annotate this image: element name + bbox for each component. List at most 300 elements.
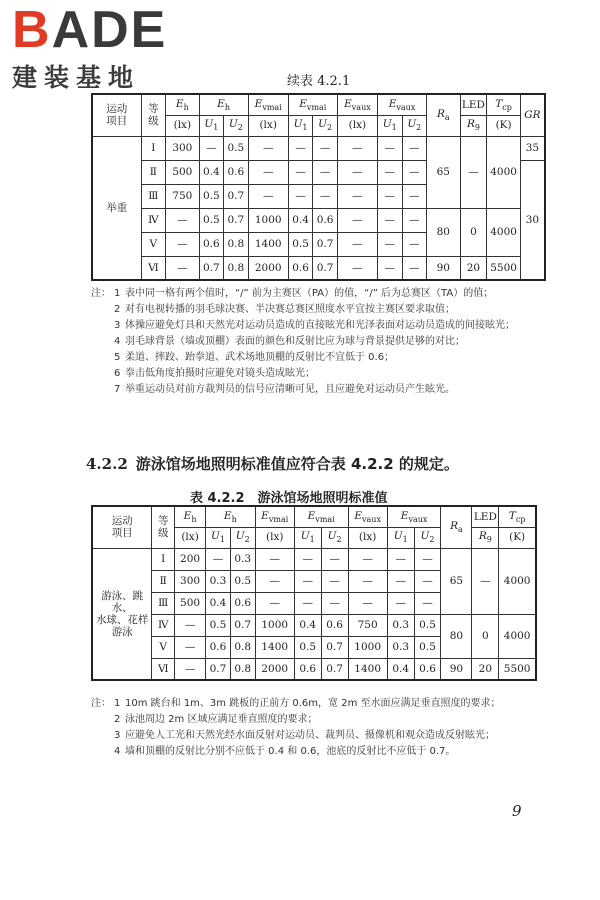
header-symbol: U	[420, 530, 430, 543]
cell-value: —	[384, 237, 396, 250]
cell-value: 0.6	[316, 213, 334, 226]
header-subscript: vmai	[268, 514, 289, 524]
header-symbol: E	[254, 97, 263, 110]
cell-evu2	[321, 548, 348, 570]
cell-eau1	[387, 592, 414, 614]
header-ra	[441, 506, 472, 548]
header-subscript: 2	[244, 535, 250, 545]
sport-line: 游泳、跳水、	[101, 589, 144, 614]
note-number: 4	[114, 746, 121, 757]
header-evmai-unit	[255, 527, 294, 548]
cell-value: 0.7	[227, 213, 245, 226]
cell-value: —	[262, 189, 274, 202]
table-row	[92, 208, 545, 232]
cell-eh	[175, 570, 206, 592]
cell-ea	[337, 136, 377, 160]
cell-value: Ⅳ	[148, 213, 159, 226]
cell-value: 90	[436, 261, 450, 274]
header-row	[92, 506, 536, 527]
table2	[91, 505, 537, 681]
cell-eh	[166, 208, 199, 232]
cell-ev	[248, 232, 288, 256]
cell-gr	[520, 160, 545, 280]
cell-value: —	[177, 261, 188, 274]
cell-value: —	[352, 141, 363, 154]
header-tcp-unit-text: (K)	[495, 119, 512, 132]
cell-value: Ⅱ	[149, 165, 157, 178]
header-evaux	[337, 94, 377, 115]
cell-value: 0.5	[419, 640, 436, 653]
header-gr-text: GR	[524, 109, 541, 122]
cell-eau2	[414, 658, 441, 680]
cell-value: —	[384, 213, 396, 226]
cell-value: 0.5	[202, 189, 220, 202]
cell-eh	[175, 636, 206, 658]
cell-u2	[230, 592, 255, 614]
cell-value: 0.8	[227, 237, 245, 250]
header-sport	[92, 506, 152, 548]
table-row	[92, 136, 545, 160]
note-text: 墙和顶棚的反射比分别不应低于 0.4 和 0.6，池底的反射比不应低于 0.7。	[125, 746, 456, 757]
cell-value: —	[409, 165, 420, 178]
cell-evu1	[294, 614, 321, 636]
cell-eau1	[378, 232, 403, 256]
cell-value: 0.5	[209, 618, 227, 631]
cell-eau2	[414, 592, 441, 614]
cell-value: —	[422, 596, 433, 609]
cell-value: —	[302, 596, 314, 609]
cell-value: —	[329, 552, 340, 565]
cell-value: —	[422, 574, 433, 587]
cell-value: —	[352, 165, 363, 178]
header-symbol: E	[344, 97, 352, 110]
cell-value: —	[362, 596, 373, 609]
cell-value: —	[409, 261, 420, 274]
header-symbol: E	[217, 97, 225, 110]
cell-u2	[224, 208, 249, 232]
header-subscript: vaux	[396, 102, 416, 112]
cell-value: Ⅰ	[151, 141, 156, 154]
header-subscript: 2	[429, 535, 435, 545]
header-symbol: U	[204, 118, 214, 131]
section-heading	[86, 453, 459, 474]
cell-value: 30	[525, 213, 540, 226]
cell-ev	[255, 614, 294, 636]
cell-value: 1400	[254, 237, 282, 250]
cell-grade	[152, 570, 175, 592]
cell-eau1	[378, 256, 403, 280]
cell-value: —	[295, 141, 306, 154]
table-row	[92, 614, 536, 636]
cell-grade	[141, 184, 166, 208]
cell-evu2	[321, 592, 348, 614]
cell-value: 0.7	[227, 189, 245, 202]
cell-value: —	[384, 261, 396, 274]
cell-ea	[348, 548, 387, 570]
cell-u2	[224, 136, 249, 160]
cell-value: —	[352, 213, 363, 226]
cell-value: 65	[436, 165, 450, 178]
cell-value: —	[352, 261, 363, 274]
header-tcp-unit	[499, 527, 536, 548]
header-subscript: 9	[486, 535, 492, 545]
cell-value: 0.7	[326, 662, 343, 675]
header-subscript: 1	[391, 123, 397, 133]
cell-value: 0.6	[299, 662, 317, 675]
cell-ev	[248, 136, 288, 160]
cell-value: 0.7	[234, 618, 252, 631]
header-symbol: U	[293, 118, 303, 131]
header-symbol: R	[436, 108, 445, 121]
cell-tcp	[487, 256, 520, 280]
cell-ea	[337, 232, 377, 256]
note-item	[91, 318, 551, 334]
cell-value: 0.6	[202, 237, 220, 250]
cell-value: —	[409, 189, 420, 202]
header-row	[92, 94, 545, 115]
cell-u1	[199, 160, 224, 184]
note-item	[91, 334, 551, 350]
cell-value: —	[212, 552, 224, 565]
header-symbol: U	[407, 118, 417, 131]
cell-value: 1400	[354, 662, 382, 675]
header-eh-u1	[199, 115, 224, 136]
note-number: 4	[114, 336, 121, 347]
cell-eh	[175, 658, 206, 680]
header-evaux-unit-text: (lx)	[358, 531, 377, 544]
cell-evu2	[313, 208, 338, 232]
cell-value: —	[395, 552, 406, 565]
header-symbol: U	[210, 530, 220, 543]
cell-r9	[472, 614, 499, 658]
cell-value: —	[480, 574, 491, 587]
note-text: 柔道、摔跤、跆拳道、武术场地顶棚的反射比不宜低于 0.6；	[125, 352, 395, 363]
header-symbol: U	[393, 530, 403, 543]
cell-value: 0.8	[227, 261, 245, 274]
cell-value: 0.3	[234, 552, 252, 565]
note-item	[91, 696, 551, 712]
header-symbol: U	[300, 530, 310, 543]
cell-ra	[427, 256, 460, 280]
cell-value: Ⅳ	[157, 618, 169, 631]
cell-value: 90	[449, 662, 464, 675]
cell-ea	[348, 570, 387, 592]
header-symbol: E	[299, 97, 307, 110]
cell-value: Ⅵ	[157, 662, 169, 675]
cell-tcp	[487, 136, 520, 208]
cell-grade	[141, 232, 166, 256]
header-evmai-u2	[321, 527, 348, 548]
cell-grade	[152, 614, 175, 636]
cell-ev	[255, 548, 294, 570]
cell-value: 0.3	[392, 640, 410, 653]
cell-value: —	[295, 189, 306, 202]
note-number: 3	[114, 730, 121, 741]
note-item	[91, 382, 551, 398]
header-sport-line: 运动	[111, 515, 133, 528]
cell-value: 2000	[254, 261, 282, 274]
header-tcp-unit-text: (K)	[509, 531, 526, 544]
cell-evu2	[321, 614, 348, 636]
cell-value: —	[329, 574, 340, 587]
cell-eh	[166, 232, 199, 256]
cell-evu1	[294, 570, 321, 592]
cell-r9	[472, 658, 499, 680]
header-r9	[460, 115, 487, 136]
cell-value: —	[262, 165, 274, 178]
cell-value: —	[319, 141, 331, 154]
cell-ra	[441, 658, 472, 680]
table2-caption: 表 4.2.2 游泳馆场地照明标准值	[190, 491, 388, 506]
cell-value: —	[184, 662, 196, 675]
cell-ev	[248, 208, 288, 232]
header-eh-u2	[230, 527, 255, 548]
header-evmai-u1	[288, 115, 313, 136]
cell-u2	[230, 614, 255, 636]
header-subscript: 2	[336, 535, 342, 545]
header-subscript: 1	[213, 123, 219, 133]
cell-value: 0.5	[299, 640, 317, 653]
header-grade	[141, 94, 166, 136]
cell-value: 35	[525, 141, 540, 154]
cell-value: 500	[172, 165, 193, 178]
cell-value: —	[409, 237, 420, 250]
table1-caption: 续表 4.2.1	[287, 74, 351, 89]
note-number: 7	[114, 384, 121, 395]
cell-tcp	[487, 208, 520, 256]
note-text: 表中同一格有两个值时，“/” 前为主赛区（PA）的值，“/” 后为总赛区（TA）的值；	[125, 288, 494, 299]
cell-value: —	[206, 141, 217, 154]
cell-value: 0.4	[202, 165, 220, 178]
cell-value: —	[319, 165, 331, 178]
cell-value: —	[352, 189, 363, 202]
header-sport	[92, 94, 141, 136]
header-grade-line: 等	[157, 515, 169, 528]
cell-u1	[199, 208, 224, 232]
note-item	[91, 350, 551, 366]
cell-value: 0.5	[227, 141, 245, 154]
cell-u1	[206, 592, 231, 614]
header-evmai-uniformity	[294, 506, 348, 527]
header-symbol: R	[450, 520, 458, 533]
header-symbol: U	[318, 118, 327, 131]
cell-u2	[230, 658, 255, 680]
cell-value: —	[269, 596, 280, 609]
header-subscript: 1	[309, 535, 315, 545]
header-evaux-unit	[348, 527, 387, 548]
cell-value: 4000	[490, 225, 517, 238]
cell-value: —	[262, 141, 274, 154]
note-label: 注：	[91, 288, 111, 299]
note-number: 1	[114, 288, 121, 299]
cell-value: —	[468, 165, 479, 178]
cell-u1	[206, 636, 231, 658]
section-text: 游泳馆场地照明标准值应符合表 4.2.2 的规定。	[135, 455, 459, 473]
cell-value: —	[395, 596, 406, 609]
cell-value: 0.7	[316, 237, 334, 250]
cell-value: 0.6	[419, 662, 436, 675]
note-number: 5	[114, 352, 121, 363]
cell-value: —	[384, 165, 396, 178]
table1-notes	[91, 286, 551, 398]
cell-tcp	[499, 614, 536, 658]
header-evmai-unit-text: (lx)	[259, 119, 277, 132]
cell-value: 0.6	[234, 596, 252, 609]
header-sport-line: 项目	[106, 115, 128, 128]
cell-eau2	[402, 256, 427, 280]
cell-grade	[141, 136, 166, 160]
note-text: 拳击低角度拍摄时应避免对镜头造成眩光；	[125, 368, 315, 379]
cell-value: 0.5	[202, 213, 220, 226]
header-eh	[175, 506, 206, 527]
cell-value: 0.6	[209, 640, 227, 653]
cell-grade	[152, 636, 175, 658]
cell-value: 1000	[261, 618, 289, 631]
cell-value: Ⅴ	[159, 640, 168, 653]
cell-tcp	[499, 658, 536, 680]
cell-eau1	[378, 208, 403, 232]
page-number: 9	[512, 802, 522, 820]
cell-value: —	[409, 141, 420, 154]
cell-ea	[337, 256, 377, 280]
cell-r9	[460, 256, 487, 280]
cell-evu1	[288, 256, 313, 280]
cell-value: —	[302, 574, 314, 587]
header-symbol: E	[354, 509, 362, 522]
cell-value: —	[319, 189, 331, 202]
cell-evu2	[313, 184, 338, 208]
cell-value: 200	[180, 552, 201, 565]
cell-value: —	[384, 189, 396, 202]
cell-ea	[348, 614, 387, 636]
note-text: 举重运动员对前方裁判员的信号应清晰可见，且应避免对运动员产生眩光。	[125, 384, 455, 395]
header-grade-line: 等	[148, 103, 159, 116]
cell-value: 0.8	[234, 662, 252, 675]
note-item	[91, 712, 551, 728]
cell-evu2	[313, 232, 338, 256]
cell-eh	[166, 136, 199, 160]
header-eh-unit-text: (lx)	[173, 119, 192, 132]
cell-evu1	[288, 160, 313, 184]
note-text: 应避免人工光和天然光经水面反射对运动员、裁判员、摄像机和观众造成反射眩光；	[125, 730, 495, 741]
cell-evu2	[313, 136, 338, 160]
cell-u2	[224, 160, 249, 184]
header-grade	[152, 506, 175, 548]
cell-ea	[337, 184, 377, 208]
cell-value: 1000	[354, 640, 382, 653]
table-row	[92, 658, 536, 680]
header-subscript: h	[231, 514, 237, 524]
cell-value: 750	[357, 618, 378, 631]
cell-evu1	[288, 184, 313, 208]
header-eh	[166, 94, 199, 115]
cell-value: —	[184, 640, 196, 653]
cell-eau2	[414, 636, 441, 658]
header-evmai-u2	[313, 115, 338, 136]
header-led	[472, 506, 499, 527]
note-number: 2	[114, 304, 121, 315]
header-subscript: vmai	[262, 102, 282, 112]
cell-value: 0.3	[392, 618, 410, 631]
cell-value: Ⅵ	[148, 261, 159, 274]
note-number: 3	[114, 320, 121, 331]
header-subscript: 9	[474, 123, 480, 133]
cell-value: Ⅲ	[158, 596, 169, 609]
note-text: 10m 跳台和 1m、3m 跳板的正前方 0.6m，宽 2m 至水面应满足垂直照度的要求；	[125, 698, 501, 709]
cell-eau2	[414, 570, 441, 592]
header-eh-u1	[206, 527, 231, 548]
header-evmai	[248, 94, 288, 115]
cell-value: 5500	[503, 662, 531, 675]
cell-u1	[206, 548, 231, 570]
cell-value: 0.5	[419, 618, 436, 631]
cell-value: —	[422, 552, 433, 565]
cell-eh	[166, 256, 199, 280]
header-evaux-u2	[402, 115, 427, 136]
cell-value: —	[362, 574, 373, 587]
cell-grade	[152, 592, 175, 614]
header-grade-line: 级	[148, 115, 159, 128]
cell-ev	[255, 570, 294, 592]
note-label: 注：	[91, 698, 111, 709]
cell-value: Ⅱ	[159, 574, 167, 587]
cell-u2	[230, 636, 255, 658]
cell-ea	[348, 636, 387, 658]
header-symbol: E	[183, 509, 192, 522]
header-subscript: cp	[502, 102, 512, 112]
cell-value: 0.7	[326, 640, 343, 653]
cell-eh	[175, 548, 206, 570]
header-tcp-unit	[487, 115, 520, 136]
note-item	[91, 366, 551, 382]
note-text: 羽毛球背景（墙或顶棚）表面的颜色和反射比应为球与背景提供足够的对比；	[125, 336, 465, 347]
cell-ev	[255, 658, 294, 680]
cell-value: 0.5	[292, 237, 309, 250]
cell-u1	[199, 256, 224, 280]
header-subscript: vmai	[306, 102, 327, 112]
header-r9	[472, 527, 499, 548]
cell-value: 0.6	[292, 261, 309, 274]
cell-evu2	[321, 636, 348, 658]
cell-grade	[152, 548, 175, 570]
cell-grade	[141, 160, 166, 184]
header-symbol: U	[228, 118, 238, 131]
cell-eau2	[402, 232, 427, 256]
note-number: 6	[114, 368, 121, 379]
cell-ev	[255, 636, 294, 658]
cell-value: 0.5	[234, 574, 252, 587]
cell-u1	[206, 570, 231, 592]
cell-value: 1000	[254, 213, 282, 226]
cell-value: —	[177, 213, 188, 226]
cell-eau2	[414, 614, 441, 636]
cell-value: 5500	[490, 261, 517, 274]
cell-ev	[248, 256, 288, 280]
header-evmai-u1	[294, 527, 321, 548]
header-subscript: 2	[416, 123, 422, 133]
cell-value: 65	[449, 574, 464, 587]
table2-notes	[91, 696, 551, 760]
cell-eh	[175, 592, 206, 614]
cell-ea	[348, 592, 387, 614]
cell-eau2	[402, 136, 427, 160]
header-eh-unit-text: (lx)	[181, 531, 199, 544]
cell-u2	[224, 184, 249, 208]
note-number: 1	[114, 698, 121, 709]
cell-r9	[472, 548, 499, 614]
header-subscript: vaux	[351, 102, 371, 112]
cell-value: —	[352, 237, 363, 250]
